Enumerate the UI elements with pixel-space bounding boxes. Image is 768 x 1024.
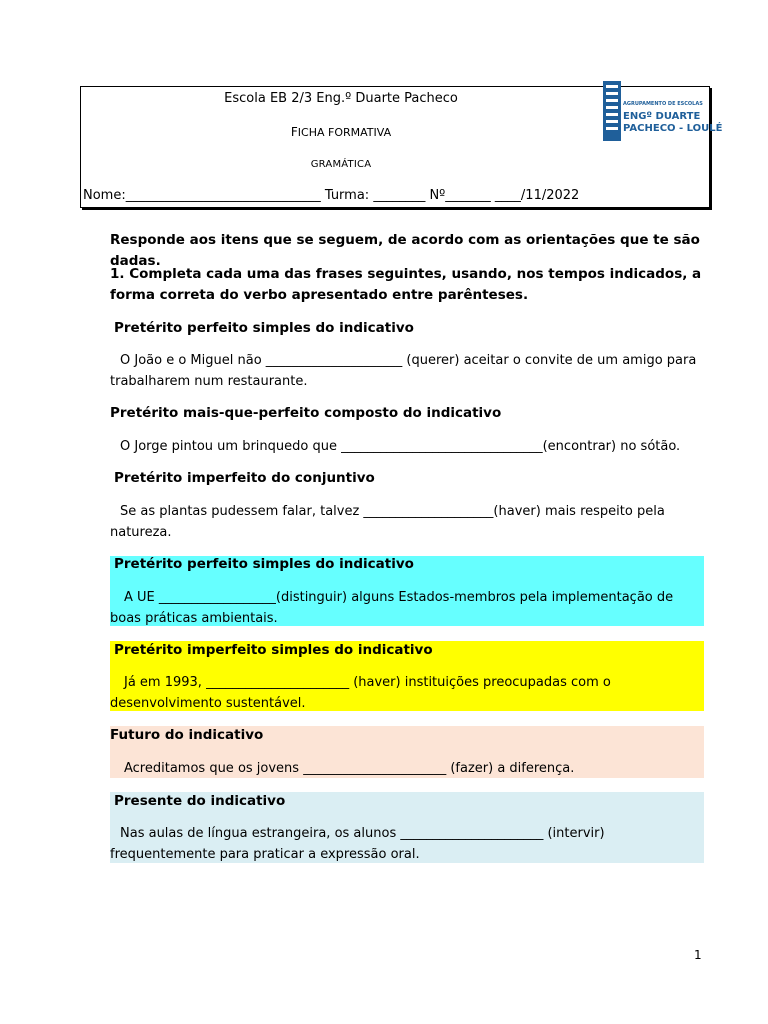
tense-label-3: Pretérito imperfeito do conjuntivo bbox=[114, 470, 375, 486]
tense-label-7: Presente do indicativo bbox=[114, 793, 286, 809]
sentence-4: A UE __________________(distinguir) alguns Estados-membros pela implementação de boas práticas ambientais. bbox=[110, 590, 674, 626]
ficha-title bbox=[81, 125, 601, 139]
student-info-line: Nome:______________________________ Turma: ________ Nº_______ ____/11/2022 bbox=[83, 188, 580, 203]
tense-label-6: Futuro do indicativo bbox=[110, 727, 264, 743]
logo-name-line2: PACHECO - LOULÉ bbox=[623, 123, 723, 134]
school-name: Escola EB 2/3 Eng.º Duarte Pacheco bbox=[224, 91, 458, 106]
logo-small-text: AGRUPAMENTO DE ESCOLAS bbox=[623, 101, 703, 107]
logo-building-icon bbox=[601, 79, 623, 143]
subject-title: GRAMÁTICA bbox=[310, 159, 372, 170]
header-box bbox=[80, 86, 723, 208]
instructions: Responde aos itens que se seguem, de acordo com as orientações que te são dadas. bbox=[110, 232, 700, 269]
sentence-3: Se as plantas pudessem falar, talvez ____________________(haver) mais respeito pela natureza. bbox=[110, 504, 665, 540]
logo-name-line1: ENGº DUARTE bbox=[623, 111, 701, 122]
tense-label-2: Pretérito mais-que-perfeito composto do indicativo bbox=[110, 405, 502, 421]
school-logo bbox=[599, 79, 723, 145]
tense-label-5: Pretérito imperfeito simples do indicativo bbox=[114, 642, 433, 658]
sentence-7: Nas aulas de língua estrangeira, os alunos ______________________ (intervir) frequentemente para praticar a expressão oral. bbox=[110, 826, 605, 862]
ficha-rest: ICHA FORMATIVA bbox=[297, 126, 392, 139]
page-number: 1 bbox=[694, 948, 702, 962]
sentence-1: O João e o Miguel não _____________________ (querer) aceitar o convite de um amigo para trabalharem num restaurante. bbox=[110, 353, 697, 389]
ficha-cap: F bbox=[290, 125, 298, 139]
tense-label-4: Pretérito perfeito simples do indicativo bbox=[114, 556, 414, 572]
tense-label-1: Pretérito perfeito simples do indicativo bbox=[114, 320, 414, 336]
sentence-5: Já em 1993, ______________________ (haver) instituições preocupadas com o desenvolvimento sustentável. bbox=[110, 675, 611, 711]
question-1: 1. Completa cada uma das frases seguintes, usando, nos tempos indicados, a forma correta do verbo apresentado entre parênteses. bbox=[110, 266, 702, 303]
sentence-2: O Jorge pintou um brinquedo que _______________________________(encontrar) no sótão. bbox=[120, 439, 681, 454]
sentence-6: Acreditamos que os jovens ______________________ (fazer) a diferença. bbox=[124, 761, 575, 776]
